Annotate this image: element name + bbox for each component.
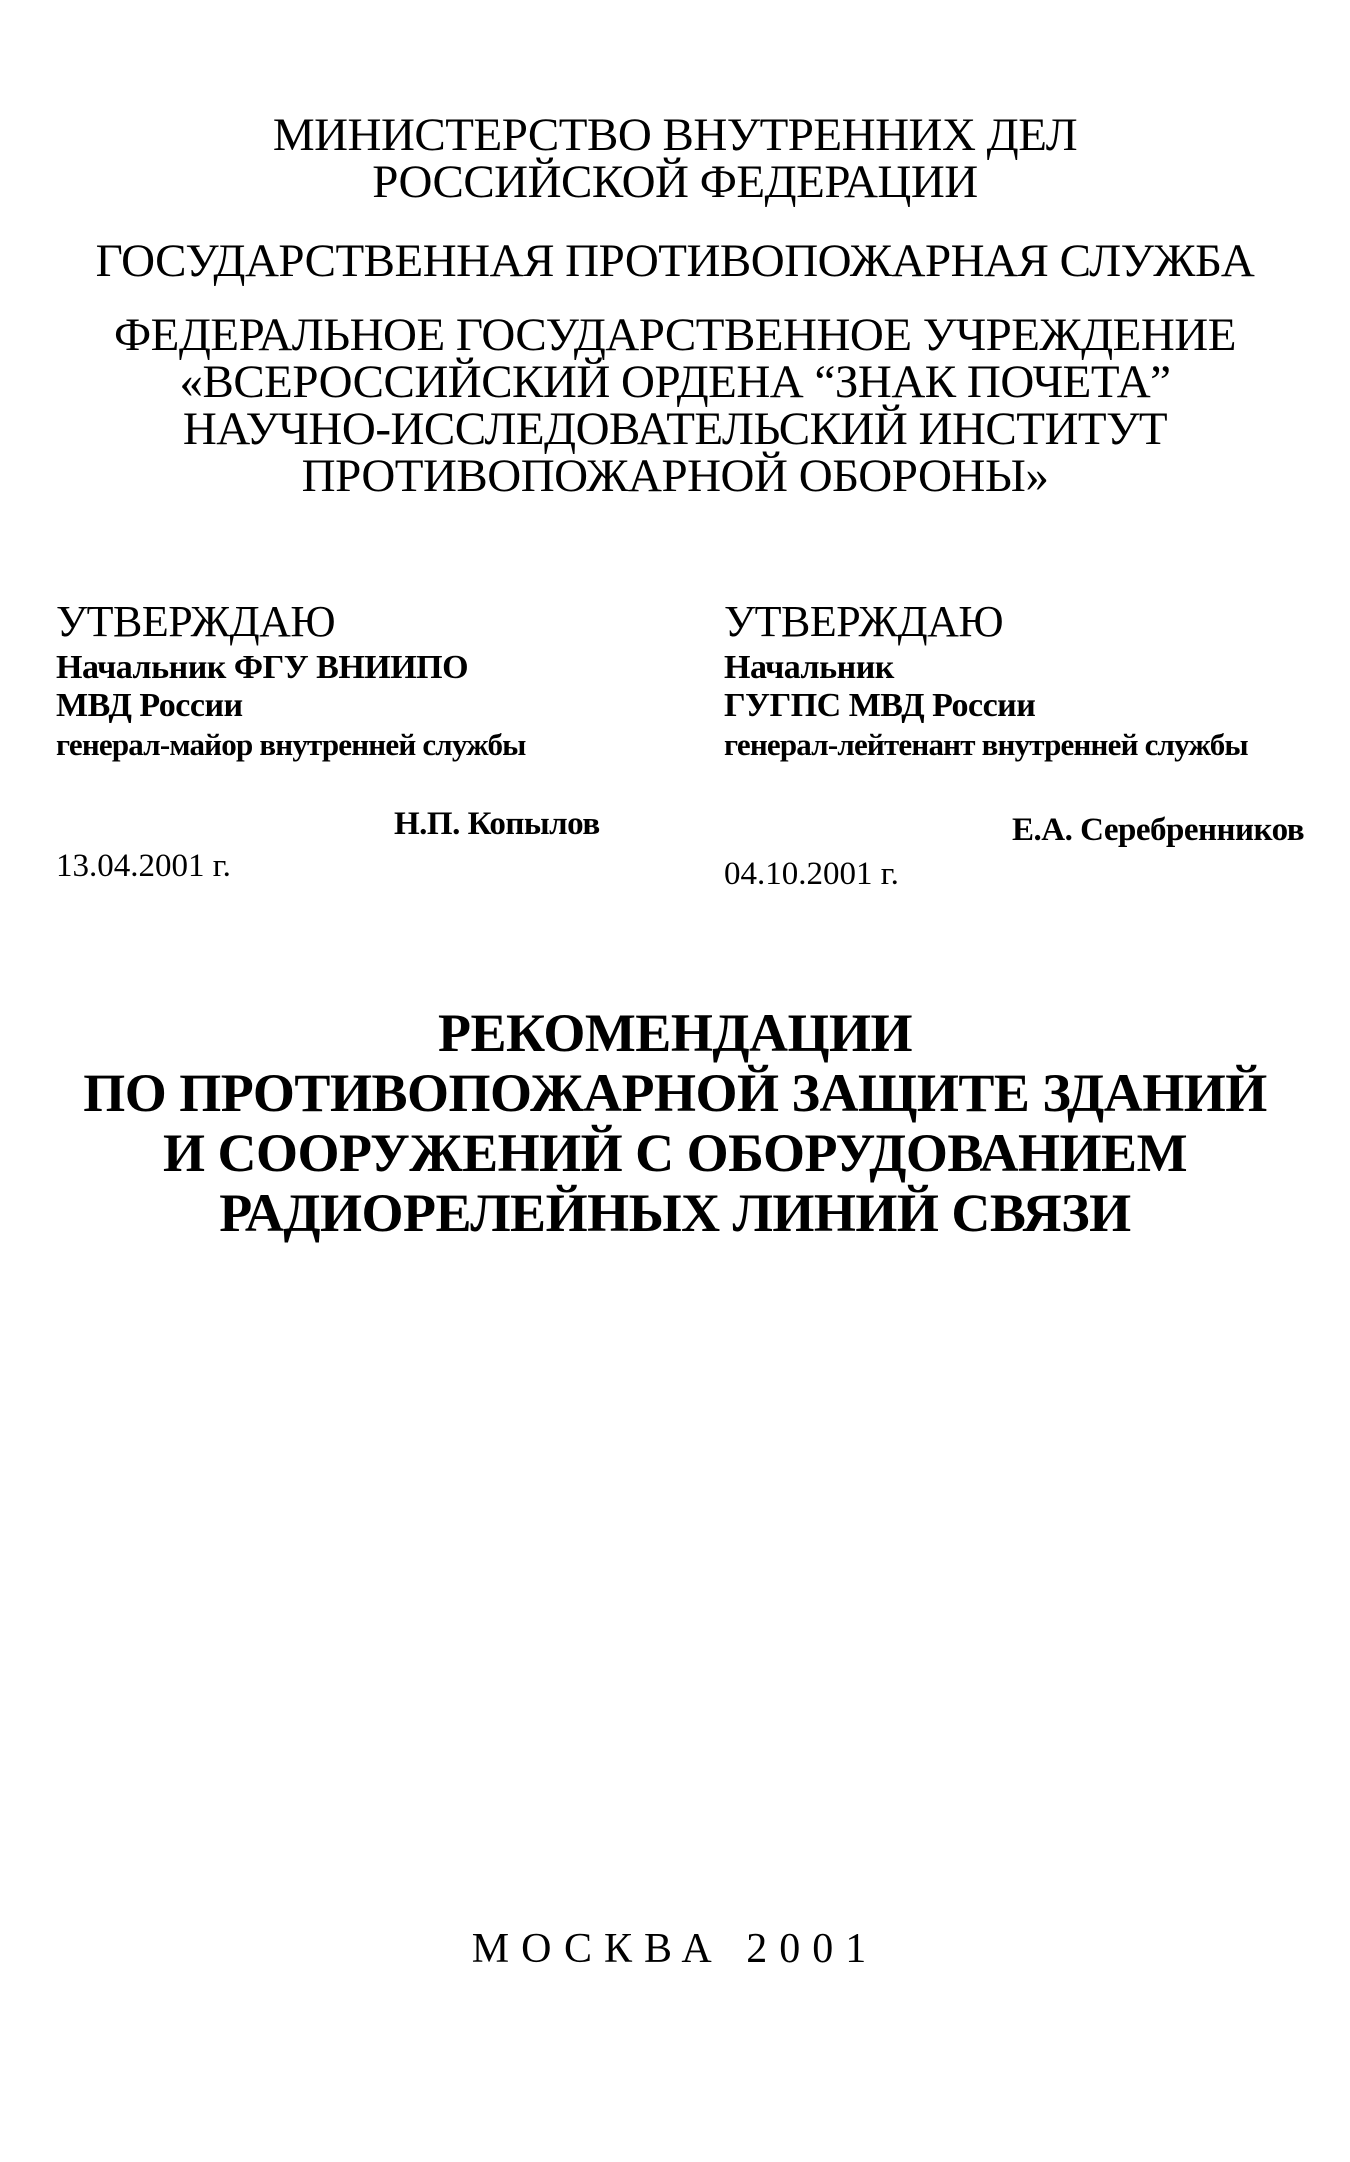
approver-rank: генерал-майор внутренней службы xyxy=(56,727,526,762)
publication-place-year: МОСКВА 2001 xyxy=(471,1926,879,1972)
institution-heading xyxy=(0,309,1350,502)
approval-block-left xyxy=(56,597,656,900)
document-title xyxy=(0,1003,1350,1243)
approval-heading: УТВЕРЖДАЮ xyxy=(724,597,1004,646)
ministry-line-2: РОССИЙСКОЙ ФЕДЕРАЦИИ xyxy=(372,156,978,208)
title-line-2: ПО ПРОТИВОПОЖАРНОЙ ЗАЩИТЕ ЗДАНИЙ xyxy=(83,1063,1267,1123)
service-heading xyxy=(0,235,1350,287)
institution-line-4: ПРОТИВОПОЖАРНОЙ ОБОРОНЫ» xyxy=(301,450,1049,502)
approver-position-line-1: Начальник ФГУ ВНИИПО xyxy=(56,649,469,686)
institution-line-2: «ВСЕРОССИЙСКИЙ ОРДЕНА “ЗНАК ПОЧЕТА” xyxy=(179,356,1171,408)
approver-position-line-2: МВД России xyxy=(56,687,243,724)
ministry-heading xyxy=(0,109,1350,208)
approver-position-line-1: Начальник xyxy=(724,649,894,686)
institution-line-3: НАУЧНО-ИССЛЕДОВАТЕЛЬСКИЙ ИНСТИТУТ xyxy=(182,403,1168,455)
approval-date: 13.04.2001 г. xyxy=(56,848,231,884)
approver-position-line-2: ГУГПС МВД России xyxy=(724,687,1036,724)
title-line-4: РАДИОРЕЛЕЙНЫХ ЛИНИЙ СВЯЗИ xyxy=(219,1183,1131,1243)
ministry-line-1: МИНИСТЕРСТВО ВНУТРЕННИХ ДЕЛ xyxy=(272,109,1078,161)
service-line: ГОСУДАРСТВЕННАЯ ПРОТИВОПОЖАРНАЯ СЛУЖБА xyxy=(95,235,1255,287)
title-line-3: И СООРУЖЕНИЙ С ОБОРУДОВАНИЕМ xyxy=(162,1123,1188,1183)
approval-block-right xyxy=(724,597,1344,900)
institution-line-1: ФЕДЕРАЛЬНОЕ ГОСУДАРСТВЕННОЕ УЧРЕЖДЕНИЕ xyxy=(114,309,1236,361)
title-line-1: РЕКОМЕНДАЦИИ xyxy=(438,1003,912,1063)
approver-signature-name: Е.А. Серебренников xyxy=(1012,812,1305,848)
approver-rank: генерал-лейтенант внутренней службы xyxy=(724,727,1248,762)
approval-date: 04.10.2001 г. xyxy=(724,856,899,892)
approval-heading: УТВЕРЖДАЮ xyxy=(56,597,336,646)
approver-signature-name: Н.П. Копылов xyxy=(394,806,600,842)
